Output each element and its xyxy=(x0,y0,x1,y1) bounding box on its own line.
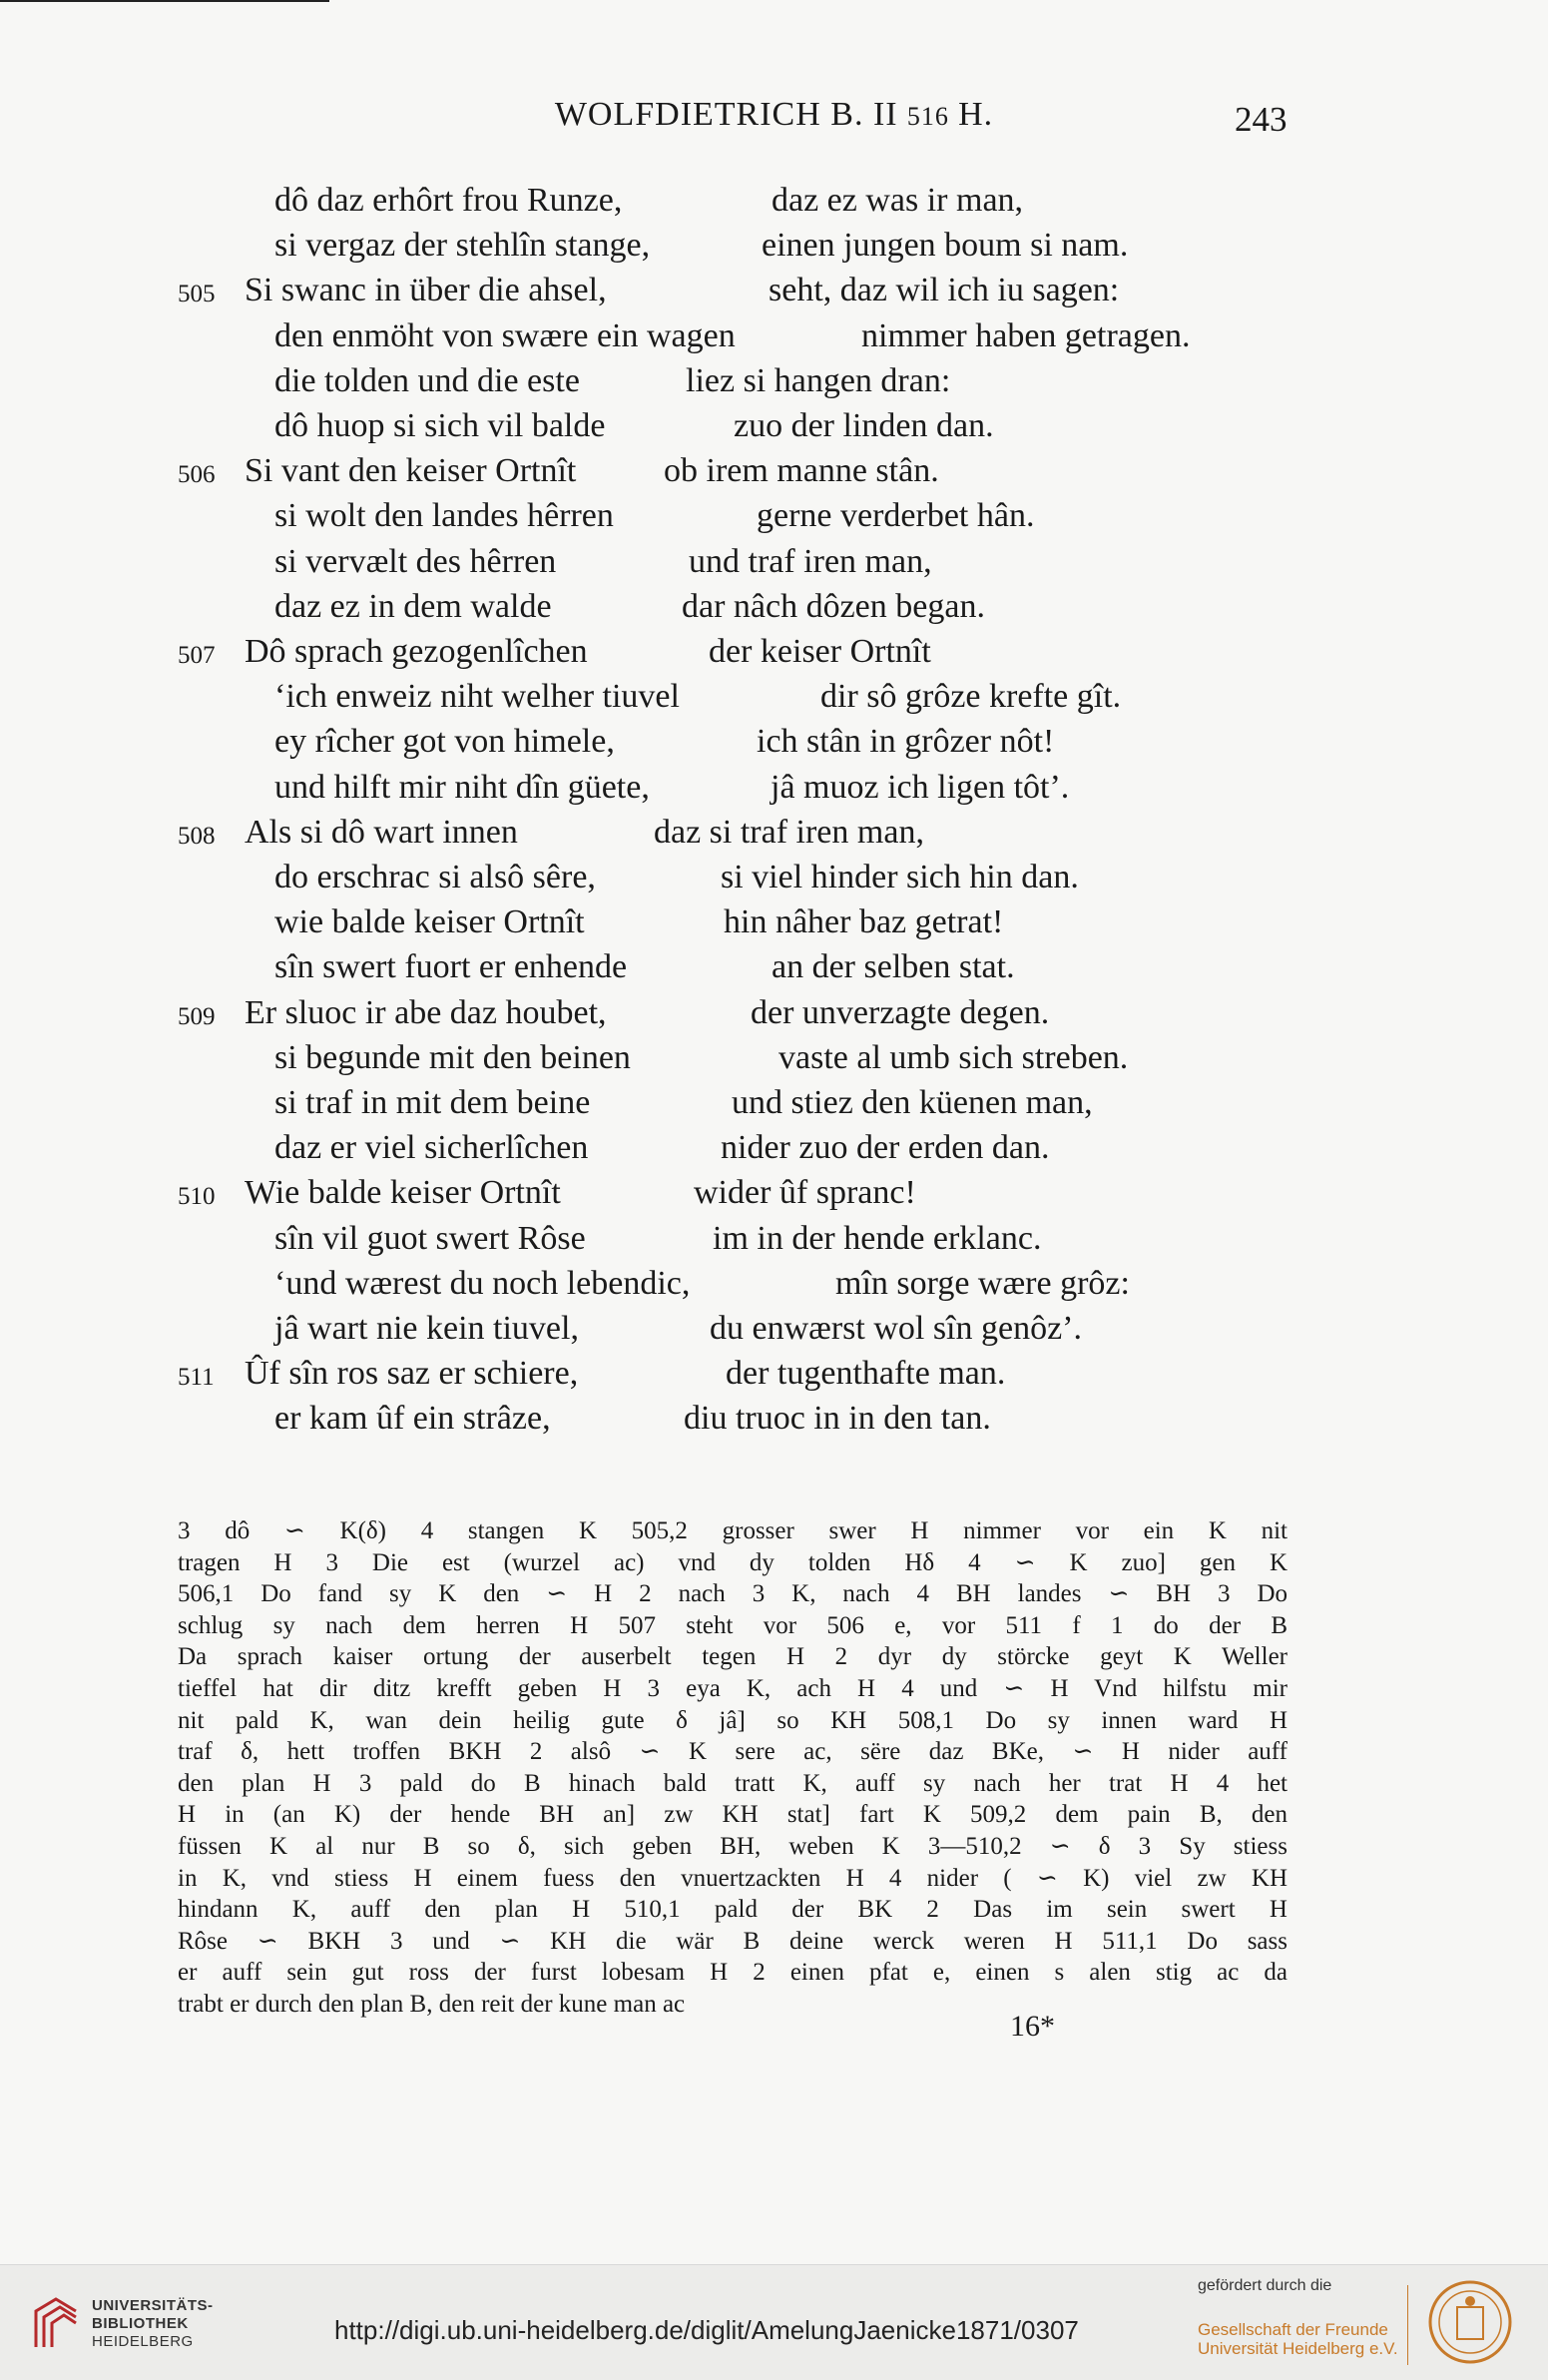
verse-second-half: und traf iren man, xyxy=(689,542,932,580)
verse-first-half: daz er viel sicherlîchen xyxy=(274,1129,589,1167)
permalink-url[interactable]: http://digi.ub.uni-heidelberg.de/diglit/AmelungJaenicke1871/0307 xyxy=(334,2315,1079,2345)
verse-first-half: wie balde keiser Ortnît xyxy=(274,903,585,941)
apparatus-line: füssen K al nur B so δ, sich geben BH, weben K 3—510,2 ∽ δ 3 Sy stiess xyxy=(178,1832,1288,1860)
verse-number: 511 xyxy=(178,1364,215,1392)
verse-second-half: der tugenthafte man. xyxy=(726,1355,1006,1393)
apparatus-line: er auff sein gut ross der furst lobesam H 2 einen pfat e, einen s alen stig ac da xyxy=(178,1959,1288,1987)
verse-first-half: und hilft mir niht dîn güete, xyxy=(274,768,650,806)
verse-first-half: daz ez in dem walde xyxy=(274,587,552,625)
verse-first-half: dô daz erhôrt frou Runze, xyxy=(274,182,623,219)
verse-second-half: hin nâher baz getrat! xyxy=(724,903,1004,941)
verse-first-half: die tolden und die este xyxy=(274,361,580,399)
library-logo-icon xyxy=(30,2293,82,2353)
verse-second-half: nimmer haben getragen. xyxy=(861,316,1191,354)
verse-second-half: liez si hangen dran: xyxy=(686,361,951,399)
running-head xyxy=(0,96,1548,134)
footer-divider xyxy=(1407,2285,1408,2365)
apparatus-line: den plan H 3 pald do B hinach bald tratt K, auff sy nach her trat H 4 het xyxy=(178,1769,1288,1797)
footer-bar xyxy=(0,2264,1548,2380)
running-ref-number: 516 xyxy=(906,102,949,131)
verse-first-half: den enmöht von swære ein wagen xyxy=(274,316,736,354)
verse-first-half: ey rîcher got von himele, xyxy=(274,723,615,761)
verse-first-half: do erschrac si alsô sêre, xyxy=(274,859,596,895)
society-name-line2: Universität Heidelberg e.V. xyxy=(1198,2339,1398,2358)
apparatus-line: in K, vnd stiess H einem fuess den vnuertzackten H 4 nider ( ∽ K) viel zw KH xyxy=(178,1864,1288,1892)
verse-first-half: ‘ich enweiz niht welher tiuvel xyxy=(274,678,680,716)
verse-second-half: im in der hende erklanc. xyxy=(713,1219,1042,1257)
society-name xyxy=(1198,2320,1398,2358)
verse-second-half: an der selben stat. xyxy=(772,948,1015,986)
verse-second-half: ob irem manne stân. xyxy=(664,452,939,490)
verse-second-half: vaste al umb sich streben. xyxy=(778,1038,1129,1076)
verse-number: 507 xyxy=(178,642,216,669)
apparatus-line: tragen H 3 Die est (wurzel ac) vnd dy tolden Hδ 4 ∽ K zuo] gen K xyxy=(178,1548,1288,1576)
verse-first-half: si traf in mit dem beine xyxy=(274,1084,591,1121)
verse-first-half: sîn swert fuort er enhende xyxy=(274,948,628,986)
verse-first-half: ‘und wærest du noch lebendic, xyxy=(274,1264,691,1302)
verse-second-half: wider ûf spranc! xyxy=(694,1174,916,1212)
apparatus-line: traf δ, hett troffen BKH 2 alsô ∽ K sere ac, sëre daz BKe, ∽ H nider auff xyxy=(178,1738,1288,1766)
verse-number: 505 xyxy=(178,281,216,308)
signature-mark: 16* xyxy=(1010,2010,1055,2043)
verse-second-half: der unverzagte degen. xyxy=(751,993,1050,1031)
verse-second-half: du enwærst wol sîn genôz’. xyxy=(710,1310,1083,1347)
verse-first-half: Si vant den keiser Ortnît xyxy=(245,452,577,490)
verse-second-half: mîn sorge wære grôz: xyxy=(835,1264,1130,1302)
verse-number: 508 xyxy=(178,822,216,850)
verse-second-half: der keiser Ortnît xyxy=(709,633,931,670)
verse-number: 510 xyxy=(178,1183,216,1211)
verse-second-half: dir sô grôze krefte gît. xyxy=(820,678,1122,716)
apparatus-line: 3 dô ∽ K(δ) 4 stangen K 505,2 grosser swer H nimmer vor ein K nit xyxy=(178,1517,1288,1544)
apparatus-line: H in (an K) der hende BH an] zw KH stat] fart K 509,2 dem pain B, den xyxy=(178,1801,1288,1829)
verse-first-half: Ûf sîn ros saz er schiere, xyxy=(245,1355,579,1393)
apparatus-notes xyxy=(178,1515,1288,2021)
apparatus-line: trabt er durch den plan B, den reit der kune man ac xyxy=(178,1990,686,2018)
verse-second-half: daz si traf iren man, xyxy=(654,813,924,851)
verse-number: 506 xyxy=(178,461,216,489)
apparatus-line: nit pald K, wan dein heilig gute δ jâ] so KH 508,1 Do sy innen ward H xyxy=(178,1706,1288,1734)
verse-second-half: dar nâch dôzen began. xyxy=(682,587,985,625)
top-rule xyxy=(0,0,329,2)
verse-first-half: si vergaz der stehlîn stange, xyxy=(274,227,651,265)
verse-second-half: gerne verderbet hân. xyxy=(757,497,1035,535)
apparatus-line: Rôse ∽ BKH 3 und ∽ KH die wär B deine werck weren H 511,1 Do sass xyxy=(178,1927,1288,1955)
apparatus-line: 506,1 Do fand sy K den ∽ H 2 nach 3 K, nach 4 BH landes ∽ BH 3 Do xyxy=(178,1580,1288,1608)
library-name xyxy=(92,2297,214,2351)
apparatus-line: schlug sy nach dem herren H 507 steht vor 506 e, vor 511 f 1 do der B xyxy=(178,1611,1288,1639)
apparatus-line: hindann K, auff den plan H 510,1 pald der BK 2 Das im sein swert H xyxy=(178,1896,1288,1924)
running-title: WOLFDIETRICH B. II xyxy=(554,96,898,133)
verse-first-half: Si swanc in über die ahsel, xyxy=(245,272,607,309)
verse-first-half: er kam ûf ein strâze, xyxy=(274,1400,551,1438)
university-seal-icon xyxy=(1427,2279,1513,2365)
verse-second-half: si viel hinder sich hin dan. xyxy=(721,859,1079,895)
library-name-line2: BIBLIOTHEK xyxy=(92,2315,189,2332)
apparatus-line: tieffel hat dir ditz krefft geben H 3 eya K, ach H 4 und ∽ H Vnd hilfstu mir xyxy=(178,1674,1288,1702)
verse-first-half: Dô sprach gezogenlîchen xyxy=(245,633,588,670)
page-number: 243 xyxy=(1235,100,1288,139)
verse-first-half: sîn vil guot swert Rôse xyxy=(274,1219,586,1257)
verse-second-half: zuo der linden dan. xyxy=(734,407,994,444)
verse-first-half: si vervælt des hêrren xyxy=(274,542,557,580)
verse-first-half: Wie balde keiser Ortnît xyxy=(245,1174,561,1212)
verse-second-half: ich stân in grôzer nôt! xyxy=(757,723,1055,761)
running-ref-ms: H. xyxy=(958,96,994,133)
verse-second-half: einen jungen boum si nam. xyxy=(762,227,1129,265)
library-name-line1: UNIVERSITÄTS- xyxy=(92,2297,214,2314)
funded-by-text: gefördert durch die xyxy=(1198,2277,1332,2294)
verse-second-half: diu truoc in in den tan. xyxy=(684,1400,991,1438)
apparatus-line: Da sprach kaiser ortung der auserbelt tegen H 2 dyr dy störcke geyt K Weller xyxy=(178,1643,1288,1671)
society-name-line1: Gesellschaft der Freunde xyxy=(1198,2320,1388,2339)
verse-first-half: dô huop si sich vil balde xyxy=(274,407,606,444)
verse-second-half: und stiez den küenen man, xyxy=(732,1084,1093,1121)
verse-number: 509 xyxy=(178,1002,216,1030)
verse-first-half: Als si dô wart innen xyxy=(245,813,518,851)
verse-first-half: jâ wart nie kein tiuvel, xyxy=(274,1310,579,1347)
verse-second-half: jâ muoz ich ligen tôt’. xyxy=(771,768,1070,806)
library-name-line3: HEIDELBERG xyxy=(92,2333,194,2350)
verse-first-half: Er sluoc ir abe daz houbet, xyxy=(245,993,607,1031)
verse-first-half: si wolt den landes hêrren xyxy=(274,497,614,535)
verse-second-half: daz ez was ir man, xyxy=(772,182,1024,219)
verse-second-half: seht, daz wil ich iu sagen: xyxy=(769,272,1120,309)
verse-first-half: si begunde mit den beinen xyxy=(274,1038,631,1076)
verse-second-half: nider zuo der erden dan. xyxy=(721,1129,1050,1167)
